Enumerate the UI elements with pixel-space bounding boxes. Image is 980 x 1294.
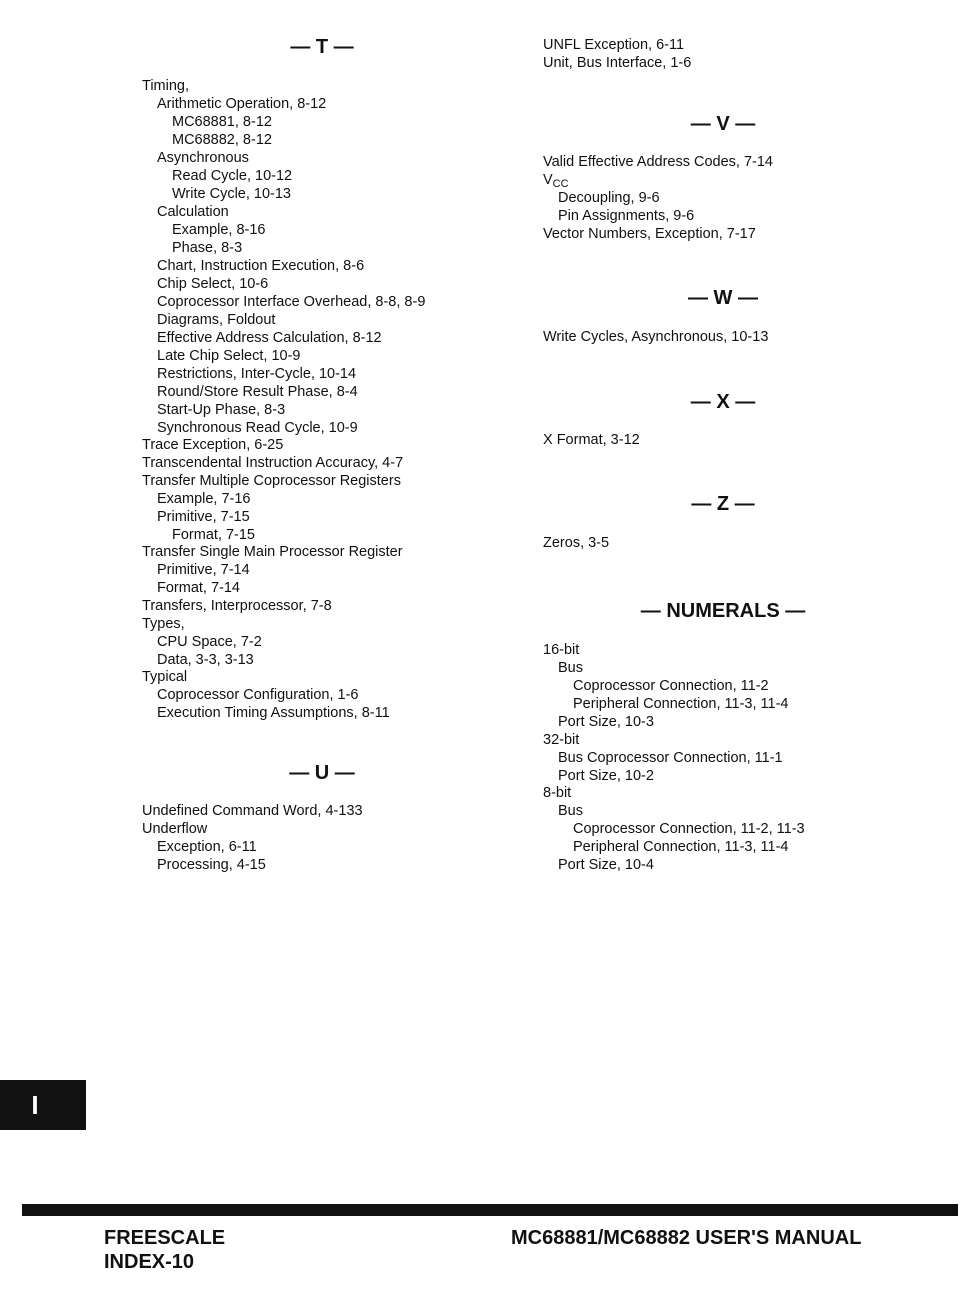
index-entry: Calculation bbox=[157, 204, 229, 220]
index-tab-marker bbox=[0, 1080, 86, 1130]
section-heading-numerals: — NUMERALS — bbox=[640, 600, 806, 622]
index-entry: Bus bbox=[558, 803, 583, 819]
index-entry: Transfer Single Main Processor Register bbox=[142, 544, 403, 560]
index-entry: Bus bbox=[558, 660, 583, 676]
index-entry: Bus Coprocessor Connection, 11-1 bbox=[558, 750, 783, 766]
index-entry: Coprocessor Configuration, 1-6 bbox=[157, 687, 359, 703]
index-entry: Format, 7-14 bbox=[157, 580, 240, 596]
index-entry: Late Chip Select, 10-9 bbox=[157, 348, 301, 364]
index-entry: Undefined Command Word, 4-133 bbox=[142, 803, 363, 819]
index-entry: Execution Timing Assumptions, 8-11 bbox=[157, 705, 390, 721]
index-entry: Unit, Bus Interface, 1-6 bbox=[543, 55, 692, 71]
index-entry: Timing, bbox=[142, 78, 189, 94]
index-entry: Example, 8-16 bbox=[172, 222, 266, 238]
index-entry: Write Cycles, Asynchronous, 10-13 bbox=[543, 329, 769, 345]
index-entry: Decoupling, 9-6 bbox=[558, 190, 660, 206]
index-entry: Chart, Instruction Execution, 8-6 bbox=[157, 258, 365, 274]
index-entry: Processing, 4-15 bbox=[157, 857, 266, 873]
section-heading-v: — V — bbox=[690, 113, 756, 135]
index-entry: Primitive, 7-14 bbox=[157, 562, 250, 578]
index-entry: CPU Space, 7-2 bbox=[157, 634, 262, 650]
index-entry: 16-bit bbox=[543, 642, 580, 658]
footer-page-number: INDEX-10 bbox=[104, 1251, 195, 1273]
footer-rule bbox=[22, 1204, 958, 1216]
footer-brand: FREESCALE bbox=[104, 1227, 226, 1249]
index-entry: Peripheral Connection, 11-3, 11-4 bbox=[573, 696, 789, 712]
index-entry: Example, 7-16 bbox=[157, 491, 251, 507]
index-entry: Types, bbox=[142, 616, 185, 632]
section-heading-u: — U — bbox=[289, 762, 355, 784]
index-entry: X Format, 3-12 bbox=[543, 432, 640, 448]
index-entry: MC68881, 8-12 bbox=[172, 114, 272, 130]
index-entry: Write Cycle, 10-13 bbox=[172, 186, 291, 202]
index-entry: Diagrams, Foldout bbox=[157, 312, 276, 328]
footer-left bbox=[104, 1226, 225, 1274]
index-entry: Port Size, 10-2 bbox=[558, 768, 654, 784]
index-entry: Valid Effective Address Codes, 7-14 bbox=[543, 154, 773, 170]
index-entry: Typical bbox=[142, 669, 188, 685]
index-entry: Restrictions, Inter-Cycle, 10-14 bbox=[157, 366, 357, 382]
index-entry: 32-bit bbox=[543, 732, 580, 748]
section-heading-x: — X — bbox=[690, 391, 756, 413]
index-entry: Transcendental Instruction Accuracy, 4-7 bbox=[142, 455, 404, 471]
index-entry: Coprocessor Connection, 11-2, 11-3 bbox=[573, 821, 805, 837]
index-entry: Transfers, Interprocessor, 7-8 bbox=[142, 598, 332, 614]
index-entry: Trace Exception, 6-25 bbox=[142, 437, 284, 453]
index-entry: Synchronous Read Cycle, 10-9 bbox=[157, 420, 358, 436]
index-entry: Port Size, 10-3 bbox=[558, 714, 654, 730]
index-entry: Zeros, 3-5 bbox=[543, 535, 610, 551]
section-heading-w: — W — bbox=[688, 287, 758, 309]
index-entry: Phase, 8-3 bbox=[172, 240, 243, 256]
index-entry: Primitive, 7-15 bbox=[157, 509, 250, 525]
index-entry: MC68882, 8-12 bbox=[172, 132, 272, 148]
index-entry: 8-bit bbox=[543, 785, 572, 801]
section-heading-t: — T — bbox=[290, 36, 354, 58]
index-entry: UNFL Exception, 6-11 bbox=[543, 37, 685, 53]
index-entry: Chip Select, 10-6 bbox=[157, 276, 269, 292]
index-entry: Port Size, 10-4 bbox=[558, 857, 654, 873]
index-entry: Vector Numbers, Exception, 7-17 bbox=[543, 226, 756, 242]
index-entry: Round/Store Result Phase, 8-4 bbox=[157, 384, 358, 400]
index-entry: Data, 3-3, 3-13 bbox=[157, 652, 254, 668]
index-entry: Exception, 6-11 bbox=[157, 839, 257, 855]
vcc-v: V bbox=[543, 172, 553, 188]
index-entry: Start-Up Phase, 8-3 bbox=[157, 402, 286, 418]
index-entry: Coprocessor Connection, 11-2 bbox=[573, 678, 769, 694]
index-entry: Transfer Multiple Coprocessor Registers bbox=[142, 473, 401, 489]
index-entry: Effective Address Calculation, 8-12 bbox=[157, 330, 382, 346]
vcc-subscript: CC bbox=[552, 178, 569, 190]
index-entry: Underflow bbox=[142, 821, 208, 837]
index-entry: Asynchronous bbox=[157, 150, 249, 166]
footer-manual-title: MC68881/MC68882 USER'S MANUAL bbox=[511, 1227, 862, 1249]
index-entry: Arithmetic Operation, 8-12 bbox=[157, 96, 327, 112]
section-heading-z: — Z — bbox=[691, 493, 755, 515]
index-entry: Peripheral Connection, 11-3, 11-4 bbox=[573, 839, 789, 855]
index-tab-letter: I bbox=[31, 1090, 39, 1120]
index-entry: Pin Assignments, 9-6 bbox=[558, 208, 695, 224]
index-entry: Format, 7-15 bbox=[172, 527, 255, 543]
index-entry: Coprocessor Interface Overhead, 8-8, 8-9 bbox=[157, 294, 426, 310]
index-entry: Read Cycle, 10-12 bbox=[172, 168, 293, 184]
